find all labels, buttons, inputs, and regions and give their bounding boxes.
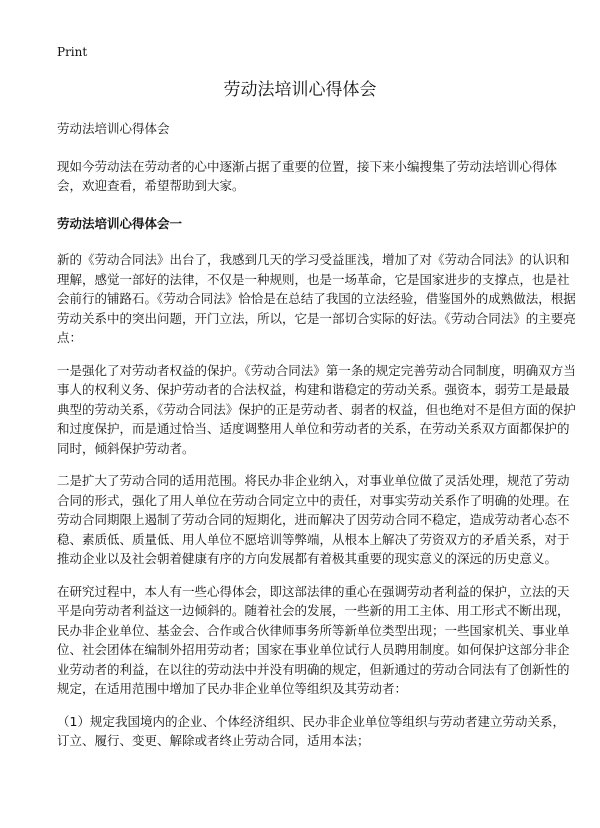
body-paragraph-1: 新的《劳动合同法》出台了，我感到几天的学习受益匪浅，增加了对《劳动合同法》的认识和理解，感觉一部好的法律，不仅是一种规则，也是一场革命，它是国家进步的支撑点，也是社会前行的铺路石。《劳动合同法》恰恰是在总结了我国的立法经验，借鉴国外的成熟做法，根据劳动关系中的突出问题，开门立法，所以，它是一部切合实际的好法。《劳动合同法》的主要亮点： (57, 252, 576, 345)
print-link[interactable]: Print (57, 45, 88, 59)
intro-paragraph: 现如今劳动法在劳动者的心中逐渐占据了重要的位置，接下来小编搜集了劳动法培训心得体会，欢迎查看，希望帮助到大家。 (57, 158, 558, 193)
article-body (57, 119, 577, 764)
section-heading: 劳动法培训心得体会一 (57, 215, 183, 231)
body-paragraph-4: 在研究过程中，本人有一些心得体会，即这部法律的重心在强调劳动者利益的保护，立法的天平是向劳动者利益这一边倾斜的。随着社会的发展，一些新的用工主体、用工形式不断出现，民办非企业单位、基金会、合作或合伙律师事务所等新单位类型出现；一些国家机关、事业单位、社会团体在编制外招用劳动者；国家在事业单位试行人员聘用制度。如何保护这部分非企业劳动者的利益，在以往的劳动法中并没有明确的规定，但新通过的劳动合同法有了创新性的规定，在适用范围中增加了民办非企业单位等组织及其劳动者： (57, 583, 570, 696)
body-paragraph-3: 二是扩大了劳动合同的适用范围。将民办非企业纳入，对事业单位做了灵活处理，规范了劳动合同的形式，强化了用人单位在劳动合同定立中的责任，对事实劳动关系作了明确的处理。在劳动合同期限上遏制了劳动合同的短期化，进而解决了因劳动合同不稳定，造成劳动者心态不稳、素质低、质量低、用人单位不愿培训等弊端，从根本上解决了劳资双方的矛盾关系，对于推动企业以及社会朝着健康有序的方向发展都有着极其重要的现实意义的深远的历史意义。 (57, 473, 570, 566)
article-subtitle: 劳动法培训心得体会 (57, 121, 170, 136)
body-paragraph-2: 一是强化了对劳动者权益的保护。《劳动合同法》第一条的规定完善劳动合同制度，明确双方当事人的权利义务、保护劳动者的合法权益，构建和谐稳定的劳动关系。强资本，弱劳工是最最典型的劳动关系，《劳动合同法》保护的正是劳动者、弱者的权益，但也绝对不是但方面的保护和过度保护，而是通过恰当、适度调整用人单位和劳动者的关系，在劳动关系双方面都保护的同时，倾斜保护劳动者。 (57, 362, 576, 456)
body-paragraph-5: （1）规定我国境内的企业、个体经济组织、民办非企业单位等组织与劳动者建立劳动关系，订立、履行、变更、解除或者终止劳动合同，适用本法； (57, 713, 565, 748)
page-title: 劳动法培训心得体会 (223, 80, 377, 100)
